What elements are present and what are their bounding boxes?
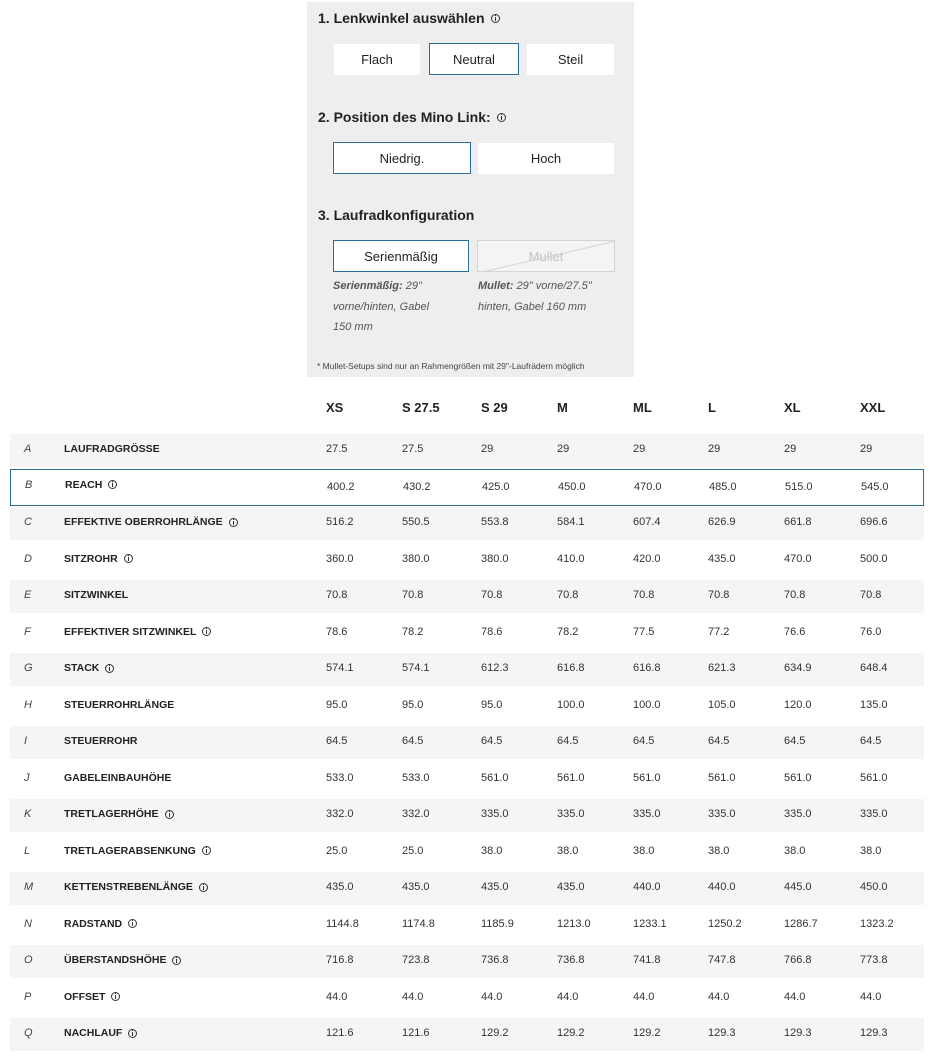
table-cell: 533.0 [402, 771, 430, 784]
table-row [10, 836, 924, 869]
table-cell: 38.0 [557, 844, 579, 857]
table-cell: 70.8 [402, 589, 424, 601]
table-cell: 120.0 [784, 698, 812, 711]
info-icon[interactable] [491, 14, 500, 23]
table-row [10, 945, 924, 978]
row-label-text: EFFEKTIVER SITZWINKEL [64, 625, 197, 638]
mullet-description [478, 276, 603, 317]
row-label [64, 516, 238, 528]
table-cell: 335.0 [708, 808, 736, 820]
table-row [10, 763, 924, 796]
info-icon[interactable] [202, 627, 211, 636]
table-cell: 612.3 [481, 662, 509, 674]
table-cell: 561.0 [481, 771, 509, 784]
table-cell: 634.9 [784, 662, 812, 674]
row-label [64, 662, 114, 674]
table-cell: 29 [557, 443, 570, 455]
table-row [10, 617, 924, 650]
table-cell: 425.0 [482, 480, 510, 493]
table-cell: 129.2 [481, 1027, 509, 1039]
table-cell: 1233.1 [633, 917, 667, 930]
row-label [64, 772, 171, 784]
table-cell: 129.3 [708, 1027, 736, 1039]
row-label [64, 553, 133, 565]
table-cell: 129.3 [860, 1027, 888, 1039]
table-cell: 741.8 [633, 954, 661, 966]
info-icon[interactable] [108, 480, 117, 489]
row-label-text: RADSTAND [64, 917, 123, 930]
table-cell: 29 [481, 443, 494, 455]
size-header: XXL [860, 400, 886, 415]
row-label [64, 735, 138, 747]
table-row [10, 469, 924, 506]
table-cell: 435.0 [402, 881, 430, 893]
link-option-hoch[interactable]: Hoch [478, 143, 614, 174]
table-row [10, 544, 924, 577]
row-label-text: LAUFRADGRÖSSE [64, 443, 160, 455]
table-cell: 561.0 [860, 771, 888, 784]
table-cell: 1250.2 [708, 917, 742, 930]
table-cell: 516.2 [326, 516, 354, 528]
table-cell: 335.0 [784, 808, 812, 820]
info-icon[interactable] [105, 664, 114, 673]
table-cell: 500.0 [860, 552, 888, 565]
info-icon[interactable] [172, 956, 181, 965]
table-cell: 29 [633, 443, 646, 455]
info-icon[interactable] [111, 992, 120, 1001]
table-cell: 64.5 [708, 735, 730, 747]
table-cell: 380.0 [402, 552, 430, 565]
table-cell: 773.8 [860, 954, 888, 966]
table-cell: 335.0 [481, 808, 509, 820]
table-cell: 38.0 [633, 844, 655, 857]
row-letter: D [24, 552, 32, 565]
table-cell: 38.0 [708, 844, 730, 857]
table-cell: 78.6 [481, 625, 503, 638]
table-cell: 335.0 [860, 808, 888, 820]
wheel-config-title-text: 3. Laufradkonfiguration [318, 207, 475, 223]
steering-angle-title-text: 1. Lenkwinkel auswählen [318, 10, 485, 26]
table-cell: 621.3 [708, 662, 736, 674]
table-cell: 44.0 [326, 990, 348, 1003]
table-cell: 574.1 [402, 662, 430, 674]
table-cell: 1323.2 [860, 917, 894, 930]
row-label [64, 443, 160, 455]
size-header: S 27.5 [402, 400, 440, 415]
table-cell: 44.0 [557, 990, 579, 1003]
table-cell: 545.0 [861, 480, 889, 493]
table-cell: 76.0 [860, 625, 882, 638]
table-cell: 533.0 [326, 771, 354, 784]
row-letter: I [24, 735, 28, 747]
info-icon[interactable] [124, 554, 133, 563]
table-cell: 121.6 [326, 1027, 354, 1039]
standard-description-label: Serienmäßig: [333, 280, 403, 292]
table-cell: 550.5 [402, 516, 430, 528]
table-cell: 64.5 [633, 735, 655, 747]
table-cell: 70.8 [784, 589, 806, 601]
table-row [10, 872, 924, 905]
row-label-text: STACK [64, 662, 100, 674]
info-icon[interactable] [229, 518, 238, 527]
table-cell: 29 [860, 443, 873, 455]
table-cell: 485.0 [709, 480, 737, 493]
steering-option-neutral[interactable]: Neutral [429, 43, 519, 75]
table-cell: 515.0 [785, 480, 813, 493]
table-cell: 648.4 [860, 662, 888, 674]
size-header: L [708, 400, 716, 415]
row-letter: E [24, 589, 32, 601]
table-cell: 29 [784, 443, 797, 455]
table-cell: 1174.8 [402, 917, 435, 930]
link-option-niedrig[interactable]: Niedrig. [333, 142, 471, 174]
table-cell: 77.5 [633, 625, 655, 638]
table-cell: 1213.0 [557, 917, 591, 930]
table-cell: 584.1 [557, 516, 585, 528]
table-cell: 64.5 [860, 735, 882, 747]
table-cell: 723.8 [402, 954, 430, 966]
row-label-text: SITZWINKEL [64, 589, 129, 601]
table-cell: 70.8 [326, 589, 348, 601]
row-label-text: KETTENSTREBENLÄNGE [64, 881, 193, 893]
row-label-text: TRETLAGERHÖHE [64, 808, 159, 820]
standard-description-text: 29" vorne/hinten, Gabel 150 mm [333, 280, 430, 333]
table-cell: 1144.8 [326, 917, 359, 930]
table-cell: 380.0 [481, 552, 509, 565]
info-icon[interactable] [202, 846, 211, 855]
table-cell: 100.0 [633, 698, 661, 711]
table-cell: 25.0 [326, 844, 348, 857]
row-letter: N [24, 917, 32, 930]
table-cell: 332.0 [402, 808, 430, 820]
row-letter: L [24, 844, 31, 857]
table-cell: 44.0 [481, 990, 503, 1003]
table-cell: 44.0 [402, 990, 424, 1003]
table-cell: 78.6 [326, 625, 348, 638]
row-label-text: STEUERROHRLÄNGE [64, 698, 175, 711]
size-header: XS [326, 400, 344, 415]
row-label [64, 589, 128, 601]
row-label-text: REACH [65, 478, 103, 491]
table-cell: 410.0 [557, 552, 585, 565]
wheel-config-title [318, 207, 474, 223]
table-row [10, 982, 924, 1015]
row-label [64, 699, 174, 711]
table-row [10, 580, 924, 613]
table-cell: 561.0 [557, 771, 585, 784]
table-cell: 435.0 [557, 881, 585, 893]
size-header: XL [784, 400, 801, 415]
table-cell: 335.0 [633, 808, 661, 820]
table-cell: 70.8 [557, 589, 579, 601]
row-label-text: TRETLAGERABSENKUNG [64, 844, 196, 857]
table-cell: 27.5 [326, 443, 348, 455]
table-cell: 64.5 [402, 735, 424, 747]
table-cell: 38.0 [481, 844, 503, 857]
row-letter: K [24, 808, 32, 820]
steering-option-steil[interactable]: Steil [527, 44, 614, 75]
table-cell: 78.2 [402, 625, 424, 638]
table-cell: 450.0 [558, 480, 586, 493]
row-letter: B [25, 478, 33, 491]
row-label-text: SITZROHR [64, 552, 118, 565]
table-cell: 747.8 [708, 954, 736, 966]
row-letter: A [24, 443, 32, 455]
row-label [64, 991, 120, 1003]
mullet-footnote: * Mullet-Setups sind nur an Rahmengrößen mit 29"-Laufrädern möglich [317, 361, 585, 371]
geometry-config-panel [307, 2, 634, 377]
table-cell: 332.0 [326, 808, 354, 820]
table-cell: 121.6 [402, 1027, 430, 1039]
row-label [64, 1027, 137, 1039]
wheel-option-standard[interactable]: Serienmäßig [333, 240, 469, 272]
table-cell: 766.8 [784, 954, 812, 966]
row-label-text: OFFSET [64, 990, 106, 1003]
row-letter: H [24, 698, 32, 711]
mullet-description-label: Mullet: [478, 280, 514, 292]
row-label [64, 626, 211, 638]
table-cell: 70.8 [633, 589, 655, 601]
table-cell: 335.0 [557, 808, 585, 820]
table-cell: 70.8 [860, 589, 882, 601]
mullet-description-text: 29" vorne/27.5" hinten, Gabel 160 mm [478, 280, 592, 313]
table-cell: 561.0 [633, 771, 661, 784]
table-cell: 716.8 [326, 954, 354, 966]
size-header: S 29 [481, 400, 508, 415]
table-cell: 440.0 [708, 881, 736, 893]
info-icon[interactable] [497, 113, 506, 122]
table-cell: 553.8 [481, 516, 509, 528]
table-cell: 445.0 [784, 881, 812, 893]
steering-option-flach[interactable]: Flach [334, 44, 420, 75]
table-cell: 470.0 [634, 480, 662, 493]
table-row [10, 653, 924, 686]
table-cell: 25.0 [402, 844, 424, 857]
table-cell: 95.0 [326, 698, 348, 711]
table-row [10, 507, 924, 540]
table-row [10, 726, 924, 759]
table-row [10, 799, 924, 832]
table-cell: 561.0 [784, 771, 812, 784]
table-cell: 736.8 [557, 954, 585, 966]
row-letter: O [24, 954, 33, 966]
table-cell: 736.8 [481, 954, 509, 966]
table-cell: 470.0 [784, 552, 812, 565]
info-icon[interactable] [199, 883, 208, 892]
table-cell: 64.5 [326, 735, 348, 747]
table-row [10, 1018, 924, 1051]
row-label-text: NACHLAUF [64, 1027, 123, 1039]
table-cell: 1185.9 [481, 917, 514, 930]
standard-description [333, 276, 443, 338]
row-label-text: ÜBERSTANDSHÖHE [64, 954, 167, 966]
row-label [64, 954, 181, 966]
table-cell: 574.1 [326, 662, 354, 674]
table-cell: 27.5 [402, 443, 424, 455]
info-icon[interactable] [165, 810, 174, 819]
row-letter: F [24, 625, 31, 638]
table-cell: 38.0 [860, 844, 882, 857]
table-cell: 77.2 [708, 625, 730, 638]
table-cell: 64.5 [481, 735, 503, 747]
table-cell: 70.8 [481, 589, 503, 601]
table-cell: 135.0 [860, 698, 888, 711]
row-letter: Q [24, 1027, 33, 1039]
table-cell: 129.2 [633, 1027, 661, 1039]
table-cell: 696.6 [860, 516, 888, 528]
table-cell: 616.8 [633, 662, 661, 674]
row-label [64, 881, 208, 893]
table-cell: 29 [708, 443, 721, 455]
row-label-text: STEUERROHR [64, 735, 138, 747]
table-cell: 44.0 [860, 990, 882, 1003]
table-cell: 38.0 [784, 844, 806, 857]
table-cell: 440.0 [633, 881, 661, 893]
row-letter: C [24, 516, 32, 528]
wheel-option-mullet [477, 240, 615, 272]
row-label [64, 808, 174, 820]
table-cell: 44.0 [784, 990, 806, 1003]
table-row [10, 690, 924, 723]
table-cell: 607.4 [633, 516, 661, 528]
table-cell: 44.0 [708, 990, 730, 1003]
table-cell: 450.0 [860, 881, 888, 893]
mino-link-title [318, 109, 506, 125]
row-letter: P [24, 990, 32, 1003]
table-cell: 360.0 [326, 552, 354, 565]
table-cell: 105.0 [708, 698, 736, 711]
table-cell: 420.0 [633, 552, 661, 565]
table-cell: 1286.7 [784, 917, 818, 930]
table-cell: 129.2 [557, 1027, 585, 1039]
row-label-text: EFFEKTIVE OBERROHRLÄNGE [64, 516, 223, 528]
row-label [64, 918, 137, 930]
table-cell: 64.5 [784, 735, 806, 747]
row-letter: M [24, 881, 34, 893]
table-cell: 616.8 [557, 662, 585, 674]
table-cell: 100.0 [557, 698, 585, 711]
size-header: M [557, 400, 568, 415]
size-header: ML [633, 400, 652, 415]
table-cell: 76.6 [784, 625, 806, 638]
table-cell: 661.8 [784, 516, 812, 528]
table-cell: 435.0 [481, 881, 509, 893]
table-cell: 44.0 [633, 990, 655, 1003]
row-label-text: GABELEINBAUHÖHE [64, 771, 172, 784]
table-cell: 95.0 [481, 698, 503, 711]
wheel-option-mullet-label: Mullet [528, 248, 564, 264]
row-label [64, 845, 211, 857]
row-letter: G [24, 662, 33, 674]
table-cell: 129.3 [784, 1027, 812, 1039]
table-cell: 435.0 [326, 881, 354, 893]
steering-angle-title [318, 10, 500, 26]
table-cell: 435.0 [708, 552, 736, 565]
mino-link-title-text: 2. Position des Mino Link: [318, 109, 491, 125]
table-cell: 70.8 [708, 589, 730, 601]
table-cell: 561.0 [708, 771, 736, 784]
table-cell: 95.0 [402, 698, 424, 711]
info-icon[interactable] [128, 1029, 137, 1038]
table-cell: 400.2 [327, 480, 355, 493]
table-cell: 64.5 [557, 735, 579, 747]
table-cell: 430.2 [403, 480, 431, 493]
table-row [10, 434, 924, 467]
row-label [65, 479, 117, 491]
row-letter: J [24, 771, 30, 784]
table-cell: 626.9 [708, 516, 736, 528]
table-cell: 78.2 [557, 625, 579, 638]
info-icon[interactable] [128, 919, 137, 928]
table-row [10, 909, 924, 942]
